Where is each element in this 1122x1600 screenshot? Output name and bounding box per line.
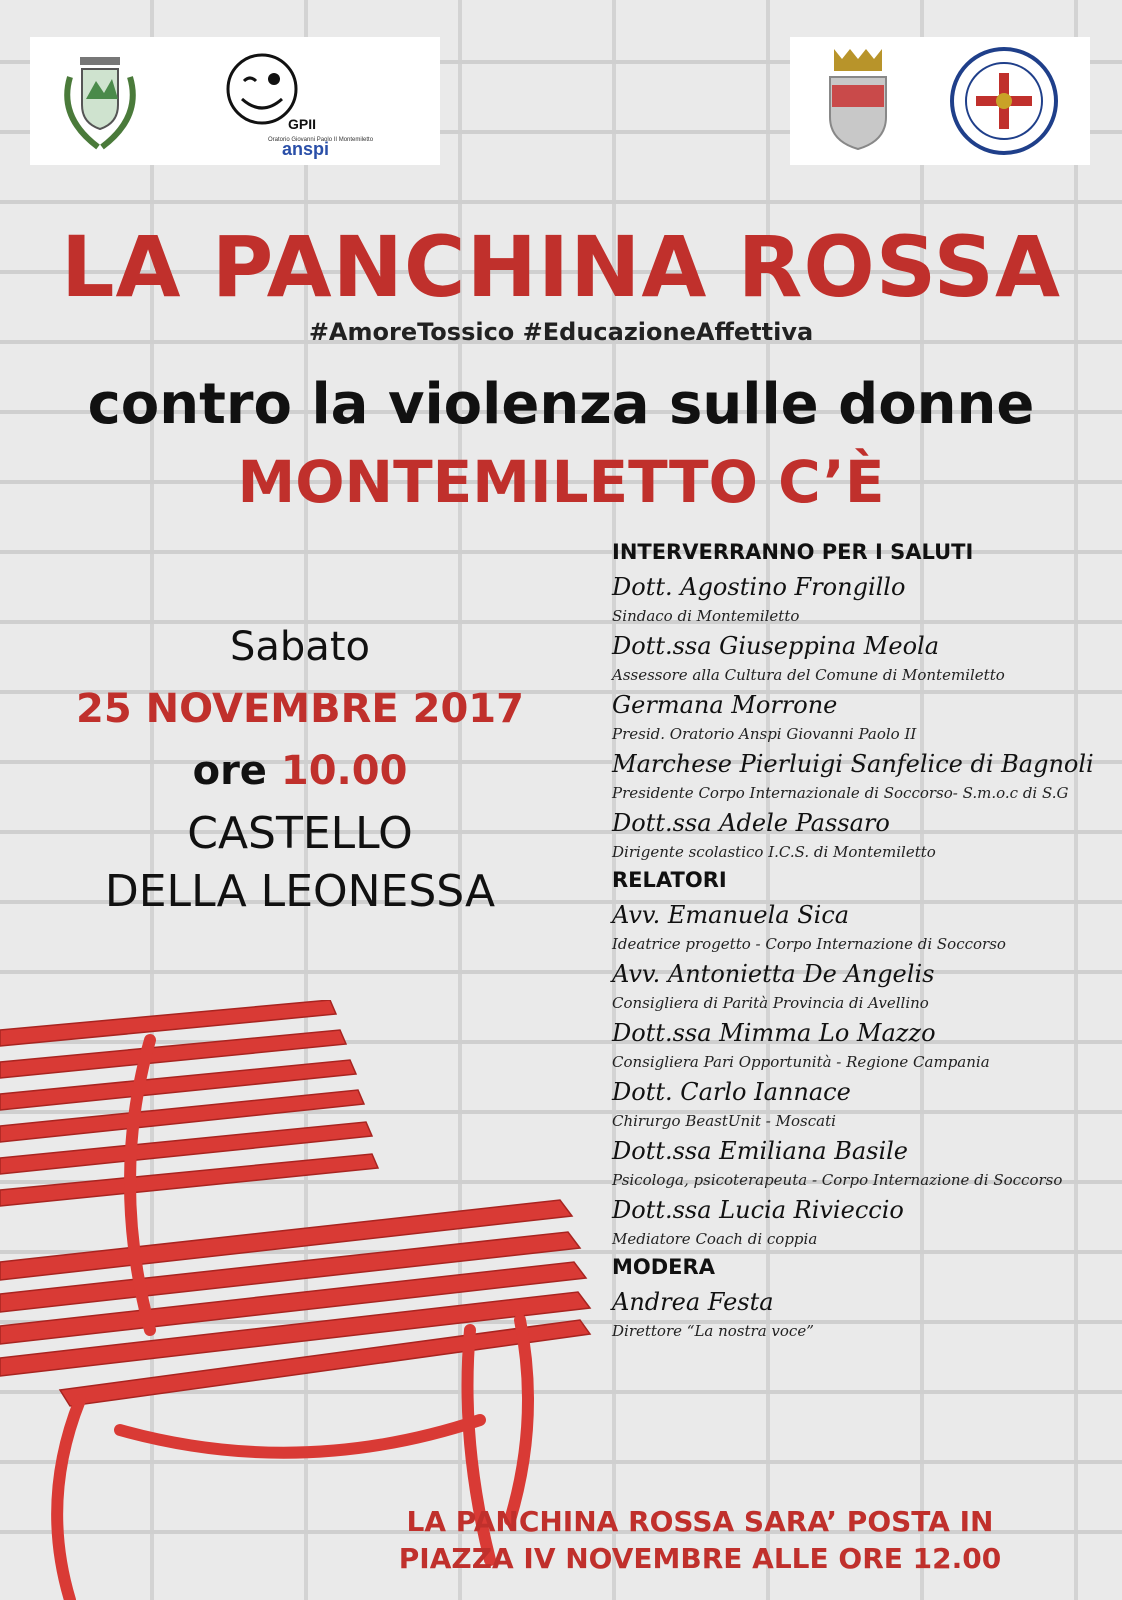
speaker-entry bbox=[612, 898, 1112, 955]
footer-line1: LA PANCHINA ROSSA SARA’ POSTA IN bbox=[406, 1505, 994, 1538]
gpii-logo-subtext: Oratorio Giovanni Paolo II Montemiletto bbox=[268, 137, 374, 143]
speakers-list bbox=[612, 535, 1112, 1342]
event-day: Sabato bbox=[230, 624, 370, 670]
speaker-name: Dott.ssa Adele Passaro bbox=[612, 809, 890, 837]
speaker-name: Marchese Pierluigi Sanfelice di Bagnoli bbox=[612, 750, 1094, 778]
poster-subtitle: contro la violenza sulle donne bbox=[87, 372, 1035, 437]
speaker-name: Dott. Carlo Iannace bbox=[612, 1078, 851, 1106]
greetings-entry bbox=[612, 570, 1112, 627]
greetings-heading: INTERVERRANNO PER I SALUTI bbox=[612, 540, 974, 564]
speaker-name: Dott.ssa Giuseppina Meola bbox=[612, 632, 940, 660]
gpii-logo-text: GPII bbox=[288, 116, 317, 132]
speaker-role: Sindaco di Montemiletto bbox=[612, 607, 800, 625]
event-time-value: 10.00 bbox=[280, 748, 408, 794]
hashtags: #AmoreTossico #EducazioneAffettiva bbox=[308, 318, 814, 346]
speaker-role: Chirurgo BeastUnit - Moscati bbox=[612, 1112, 836, 1130]
speaker-role: Consigliera Pari Opportunità - Regione Campania bbox=[612, 1053, 990, 1071]
speaker-role: Dirigente scolastico I.C.S. di Montemiletto bbox=[612, 843, 936, 861]
footer-line2: PIAZZA IV NOVEMBRE ALLE ORE 12.00 bbox=[398, 1542, 1002, 1575]
greetings-entry bbox=[612, 806, 1112, 863]
event-date: 25 NOVEMBRE 2017 bbox=[76, 686, 524, 732]
logo-panel-right bbox=[790, 37, 1090, 165]
soccorso-seal-icon bbox=[952, 49, 1056, 153]
event-time-prefix: ore bbox=[192, 748, 267, 794]
event-place-line2: DELLA LEONESSA bbox=[104, 866, 496, 917]
speaker-role: Mediatore Coach di coppia bbox=[612, 1230, 818, 1248]
event-time bbox=[40, 748, 560, 794]
speaker-name: Dott.ssa Emiliana Basile bbox=[612, 1137, 909, 1165]
speaker-name: Avv. Emanuela Sica bbox=[612, 901, 850, 929]
anspi-logo-text: anspi bbox=[282, 139, 330, 159]
speaker-name: Dott.ssa Mimma Lo Mazzo bbox=[612, 1019, 936, 1047]
town-heading: MONTEMILETTO C’È bbox=[237, 448, 885, 516]
greetings-entry bbox=[612, 688, 1112, 745]
logos-right-graphic bbox=[790, 37, 1090, 165]
greetings-entry bbox=[612, 747, 1112, 804]
speaker-role: Presid. Oratorio Anspi Giovanni Paolo II bbox=[612, 725, 917, 743]
moderator-role: Direttore “La nostra voce” bbox=[612, 1322, 814, 1340]
gpii-smiley-icon bbox=[228, 55, 296, 123]
speaker-name: Germana Morrone bbox=[612, 691, 838, 719]
speaker-entry bbox=[612, 1075, 1112, 1132]
logo-panel-left bbox=[30, 37, 440, 165]
speaker-role: Presidente Corpo Internazionale di Soccorso- S.m.o.c di S.G bbox=[612, 784, 1069, 802]
speaker-role: Psicologa, psicoterapeuta - Corpo Internazione di Soccorso bbox=[612, 1171, 1063, 1189]
speaker-role: Ideatrice progetto - Corpo Internazione di Soccorso bbox=[612, 935, 1006, 953]
event-place-line1: CASTELLO bbox=[187, 808, 413, 859]
logos-left-graphic bbox=[30, 37, 440, 165]
moderator-heading: MODERA bbox=[612, 1255, 715, 1279]
speaker-name: Dott.ssa Lucia Rivieccio bbox=[612, 1196, 904, 1224]
moderator-name: Andrea Festa bbox=[612, 1288, 774, 1316]
poster-title: LA PANCHINA ROSSA bbox=[60, 218, 1062, 316]
speaker-entry bbox=[612, 1016, 1112, 1073]
speaker-name: Dott. Agostino Frongillo bbox=[612, 573, 906, 601]
speakers-heading: RELATORI bbox=[612, 868, 727, 892]
speaker-role: Consigliera di Parità Provincia di Avellino bbox=[612, 994, 929, 1012]
comune-crest-icon bbox=[67, 57, 133, 147]
speaker-entry bbox=[612, 1193, 1112, 1250]
town-crest-icon bbox=[830, 49, 886, 149]
greetings-entry bbox=[612, 629, 1112, 686]
moderator-entry bbox=[612, 1285, 1112, 1342]
speaker-name: Avv. Antonietta De Angelis bbox=[612, 960, 935, 988]
speaker-entry bbox=[612, 1134, 1112, 1191]
speaker-role: Assessore alla Cultura del Comune di Montemiletto bbox=[612, 666, 1005, 684]
speaker-entry bbox=[612, 957, 1112, 1014]
